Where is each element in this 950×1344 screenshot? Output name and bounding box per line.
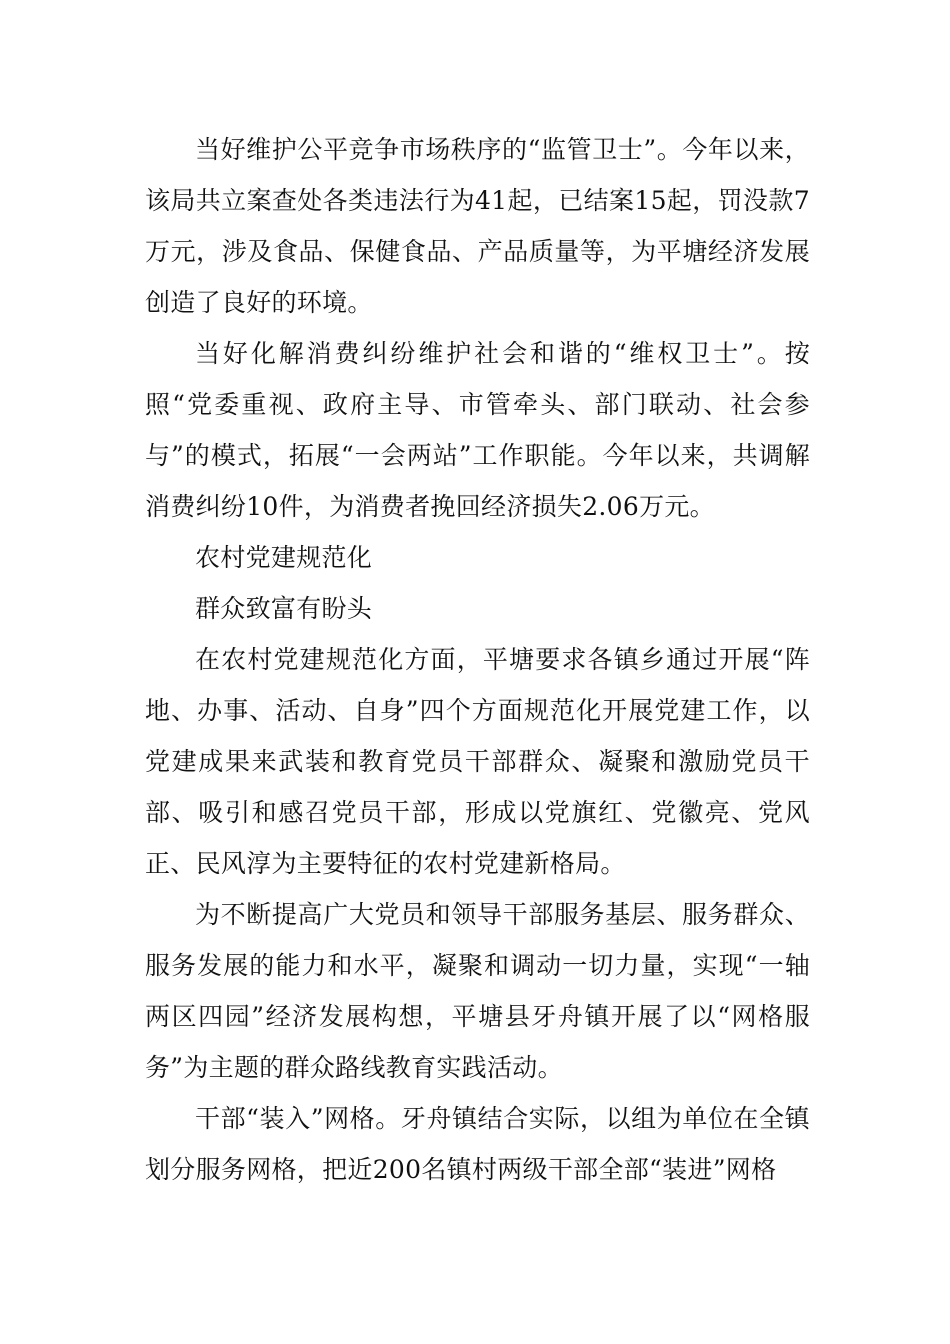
section-heading-line-2: 群众致富有盼头 [195, 594, 373, 623]
section-heading-line-1: 农村党建规范化 [195, 543, 373, 572]
paragraph-grid-service-campaign: 为不断提高广大党员和领导干部服务基层、服务群众、服务发展的能力和水平，凝聚和调动一切力量，实现“一轴两区四园”经济发展构想，平塘县牙舟镇开展了以“网格服务”为主题的群众路线教育实践活动。 [145, 900, 810, 1082]
paragraph-market-supervision: 当好维护公平竞争市场秩序的“监管卫士”。今年以来，该局共立案查处各类违法行为41起，已结案15起，罚没款7万元，涉及食品、保健食品、产品质量等，为平塘经济发展创造了良好的环境。 [145, 135, 810, 317]
paragraph-party-building: 在农村党建规范化方面，平塘要求各镇乡通过开展“阵地、办事、活动、自身”四个方面规范化开展党建工作，以党建成果来武装和教育党员干部群众、凝聚和激励党员干部、吸引和感召党员干部，形成以党旗红、党徽亮、党风正、民风淳为主要特征的农村党建新格局。 [145, 645, 810, 878]
paragraph-cadres-in-grid: 干部“装入”网格。牙舟镇结合实际，以组为单位在全镇划分服务网格，把近200名镇村两级干部全部“装进”网格 [145, 1104, 810, 1184]
paragraph-consumer-rights: 当好化解消费纠纷维护社会和谐的“维权卫士”。按照“党委重视、政府主导、市管牵头、部门联动、社会参与”的模式，拓展“一会两站”工作职能。今年以来，共调解消费纠纷10件，为消费者挽回经济损失2.06万元。 [145, 339, 810, 521]
document-body [145, 124, 810, 1195]
